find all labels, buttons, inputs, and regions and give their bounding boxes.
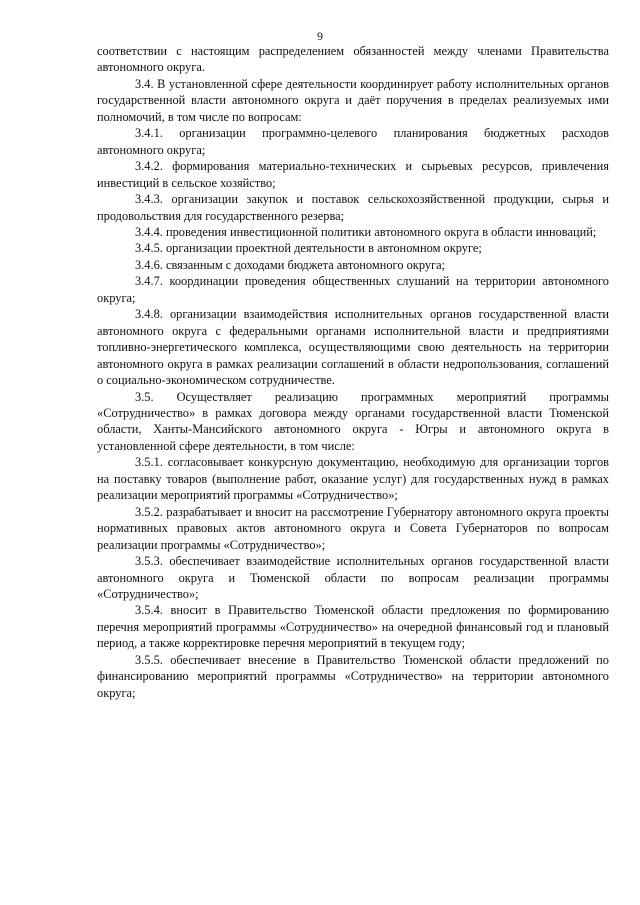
paragraph-3-4-7: 3.4.7. координации проведения общественных слушаний на территории автономного округа;	[97, 274, 609, 305]
paragraph-3-5-2: 3.5.2. разрабатывает и вносит на рассмотрение Губернатору автономного округа проекты нормативных правовых актов автономного округа и Совета Губернаторов по вопросам реализации программы «Сотрудничество»;	[97, 504, 609, 552]
paragraph-3-5-3: 3.5.3. обеспечивает взаимодействие исполнительных органов государственной власти автономного округа и Тюменской области по вопросам реализации программы «Сотрудничество»;	[97, 554, 609, 601]
document-body	[97, 43, 609, 701]
paragraph-3-5: 3.5. Осуществляет реализацию программных мероприятий программы «Сотрудничество» в рамках договора между органами государственной власти Тюменской области, Ханты-Мансийского автономного округа - Югры и автономного округа в установленной сфере деятельности, в том числе:	[97, 389, 609, 453]
paragraph-3-4-1: 3.4.1. организации программно-целевого планирования бюджетных расходов автономного округа;	[97, 126, 609, 157]
paragraph-3-4-4: 3.4.4. проведения инвестиционной политики автономного округа в области инноваций;	[135, 224, 597, 239]
paragraph-3-4-6: 3.4.6. связанным с доходами бюджета автономного округа;	[135, 257, 446, 272]
paragraph-3-4: 3.4. В установленной сфере деятельности координирует работу исполнительных органов государственной власти автономного округа и даёт поручения в пределах реализуемых ими полномочий, в том числе по вопросам:	[97, 76, 609, 124]
paragraph-3-4-2: 3.4.2. формирования материально-технических и сырьевых ресурсов, привлечения инвестиций в сельское хозяйство;	[97, 159, 609, 190]
paragraph-3-4-5: 3.4.5. организации проектной деятельности в автономном округе;	[135, 241, 482, 256]
paragraph-3-4-3: 3.4.3. организации закупок и поставок сельскохозяйственной продукции, сырья и продовольствия для государственного резерва;	[97, 192, 609, 223]
paragraph-continuation: соответствии с настоящим распределением обязанностей между членами Правительства автономного округа.	[97, 44, 609, 75]
page-number: 9	[317, 29, 323, 43]
paragraph-3-5-1: 3.5.1. согласовывает конкурсную документацию, необходимую для организации торгов на поставку товаров (выполнение работ, оказание услуг) для государственных нужд в рамках реализации мероприятий программы «Сотрудничество»;	[97, 455, 609, 503]
paragraph-3-5-5: 3.5.5. обеспечивает внесение в Правительство Тюменской области предложений по финансированию мероприятий программы «Сотрудничество» на территории автономного округа;	[97, 652, 609, 700]
paragraph-3-5-4: 3.5.4. вносит в Правительство Тюменской области предложения по формированию перечня мероприятий программы «Сотрудничество» на очередной финансовый год и плановый период, а также корректировке перечня мероприятий в текущем году;	[97, 603, 609, 651]
paragraph-3-4-8: 3.4.8. организации взаимодействия исполнительных органов государственной власти автономного округа с федеральными органами исполнительной власти и предприятиями топливно-энергетического комплекса, осуществляющими свою деятельность на территории автономного округа в рамках реализации соглашений в области недропользования, соглашений о социально-экономическом сотрудничестве.	[97, 307, 609, 388]
